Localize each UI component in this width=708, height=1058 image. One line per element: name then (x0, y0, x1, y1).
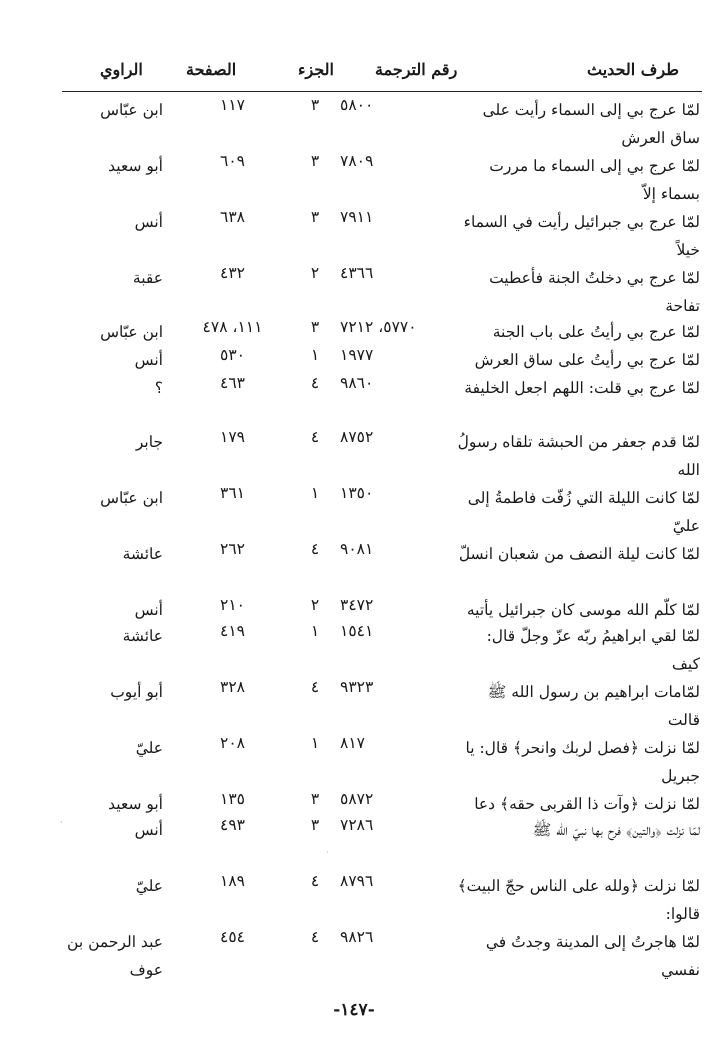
row-page: ٤٥٤ (220, 928, 245, 946)
row-page: ١١٧ (220, 96, 245, 114)
row-page: ٦٠٩ (220, 152, 245, 170)
row-narrator: عبد الرحمن بن عوف (67, 933, 163, 979)
row-page: ٣٢٨ (220, 678, 245, 696)
row-hadith-title: لمّا نزلت ﴿ولله على الناس حجّ البيت﴾ قالوا: (457, 877, 700, 923)
row-page: ٢٠٨ (220, 734, 245, 752)
row-hadith-title: لمّا عرج بي إلى السماء رأيت على ساق العرش (482, 101, 700, 147)
row-part: ٣ (310, 96, 320, 114)
row-narrator: جابر (135, 433, 163, 451)
row-hadith-title: لمّا عرج بي إلى السماء ما مررت بسماء إلاّ (489, 157, 700, 203)
header-narrator: الراوي (100, 60, 143, 79)
page-number: -١٤٧- (333, 1000, 375, 1020)
row-narrator: عليّ (135, 877, 163, 895)
header-page: الصفحة (186, 60, 237, 79)
row-narrator: ابن عبّاس (100, 323, 163, 341)
row-part: ٤ (310, 872, 320, 890)
row-hadith-title: لمّا عرج بي دخلتُ الجنة فأعطيت تفاحة (489, 269, 700, 315)
row-part: ٣ (310, 318, 320, 336)
row-translation-number: ١٥٤١ (340, 622, 374, 640)
row-page: ٤٦٣ (220, 374, 245, 392)
row-translation-number: ٨٧٥٢ (340, 428, 374, 446)
row-narrator: أبو أيوب (110, 683, 163, 701)
row-hadith-title: لمّا كانت ليلة النصف من شعبان انسلّ (458, 545, 700, 563)
row-part: ٤ (310, 928, 320, 946)
row-translation-number: ١٩٧٧ (340, 346, 374, 364)
row-narrator: عليّ (135, 739, 163, 757)
row-page: ١٣٥ (220, 790, 245, 808)
print-speck: · (326, 848, 329, 857)
row-translation-number: ٩٨٢٦ (340, 928, 374, 946)
row-part: ١ (310, 346, 320, 364)
row-hadith-title: لمّا عرج بي رأيتُ على ساق العرش (474, 351, 700, 369)
row-narrator: أبو سعيد (108, 795, 163, 813)
row-hadith-title: لمّا لقي ابراهيمُ ربّه عزّ وجلّ قال: كيف (486, 627, 700, 673)
row-translation-number: ٥٨٠٠ (340, 96, 374, 114)
row-page: ٤١٩ (220, 622, 245, 640)
header-part: الجزء (298, 60, 334, 79)
row-narrator: ؟ (154, 379, 163, 397)
row-page: ١١١، ٤٧٨ (202, 318, 263, 336)
row-page: ٢١٠ (220, 596, 245, 614)
row-part: ٢ (310, 264, 320, 282)
row-part: ٣ (310, 208, 320, 226)
row-page: ٤٩٣ (220, 816, 245, 834)
row-narrator: أنس (134, 821, 163, 839)
row-part: ٢ (310, 596, 320, 614)
row-part: ١ (310, 622, 320, 640)
row-page: ١٨٩ (220, 872, 245, 890)
row-narrator: أبو سعيد (108, 157, 163, 175)
row-page: ٤٣٢ (220, 264, 245, 282)
row-part: ٣ (310, 790, 320, 808)
row-hadith-title: لمّا هاجرتُ إلى المدينة وجدتُ في نفسي (485, 933, 700, 979)
row-page: ٦٣٨ (220, 208, 245, 226)
row-narrator: عائشة (122, 545, 163, 563)
row-narrator: أنس (134, 601, 163, 619)
row-translation-number: ٩٨٦٠ (340, 374, 374, 392)
row-narrator: أنس (134, 213, 163, 231)
row-hadith-title: لمّا كلّم الله موسى كان جبرائيل يأتيه (466, 601, 700, 619)
row-translation-number: ٥٨٧٢ (340, 790, 374, 808)
header-translation-number: رقم الترجمة (375, 60, 458, 79)
row-hadith-title: لمّا عرج بي جبرائيل رأيت في السماء خيلاً (463, 213, 700, 259)
row-narrator: عقبة (132, 269, 163, 287)
row-part: ٤ (310, 428, 320, 446)
row-part: ٤ (310, 374, 320, 392)
row-translation-number: ٩٠٨١ (340, 540, 374, 558)
row-translation-number: ٧٢٨٦ (340, 816, 374, 834)
row-hadith-title: لمّامات ابراهيم بن رسول الله ﷺ قالت (487, 683, 700, 729)
row-hadith-title: لمّا عرج بي قلت: اللهم اجعل الخليفة (464, 379, 700, 397)
row-narrator: ابن عبّاس (100, 489, 163, 507)
row-hadith-title: لمّا نزلت ﴿والتين﴾ فرح بها نبيّ الله ﷺ (532, 821, 700, 839)
row-hadith-title: لمّا نزلت ﴿وآت ذا القربى حقه﴾ دعا (474, 795, 700, 813)
row-translation-number: ٥٧٧٠، ٧٢١٢ (340, 318, 417, 336)
row-translation-number: ٣٤٧٢ (340, 596, 374, 614)
row-hadith-title: لمّا قدم جعفر من الحبشة تلقاه رسولُ الله (457, 433, 700, 479)
row-page: ٥٣٠ (220, 346, 245, 364)
row-page: ٣٦١ (220, 484, 245, 502)
row-translation-number: ٤٣٦٦ (340, 264, 374, 282)
row-part: ١ (310, 734, 320, 752)
row-page: ٢٦٢ (220, 540, 245, 558)
row-part: ٤ (310, 540, 320, 558)
row-translation-number: ٩٣٢٣ (340, 678, 374, 696)
row-translation-number: ٧٨٠٩ (340, 152, 374, 170)
print-speck: · (60, 818, 63, 827)
row-hadith-title: لمّا كانت الليلة التي زُفّت فاطمةُ إلى عليّ (467, 489, 700, 535)
row-part: ٤ (310, 678, 320, 696)
row-narrator: ابن عبّاس (100, 101, 163, 119)
row-part: ٣ (310, 152, 320, 170)
row-page: ١٧٩ (220, 428, 245, 446)
row-hadith-title: لمّا عرج بي رأيتُ على باب الجنة (492, 323, 700, 341)
row-narrator: عائشة (122, 627, 163, 645)
row-hadith-title: لمّا نزلت ﴿فصل لربك وانحر﴾ قال: يا جبريل (465, 739, 700, 785)
row-translation-number: ٨٧٩٦ (340, 872, 374, 890)
row-translation-number: ٧٩١١ (340, 208, 374, 226)
row-part: ١ (310, 484, 320, 502)
row-translation-number: ٨١٧ (340, 734, 365, 752)
row-translation-number: ١٣٥٠ (340, 484, 374, 502)
header-hadith-title: طرف الحديث (587, 60, 679, 79)
row-part: ٣ (310, 816, 320, 834)
row-narrator: أنس (134, 351, 163, 369)
